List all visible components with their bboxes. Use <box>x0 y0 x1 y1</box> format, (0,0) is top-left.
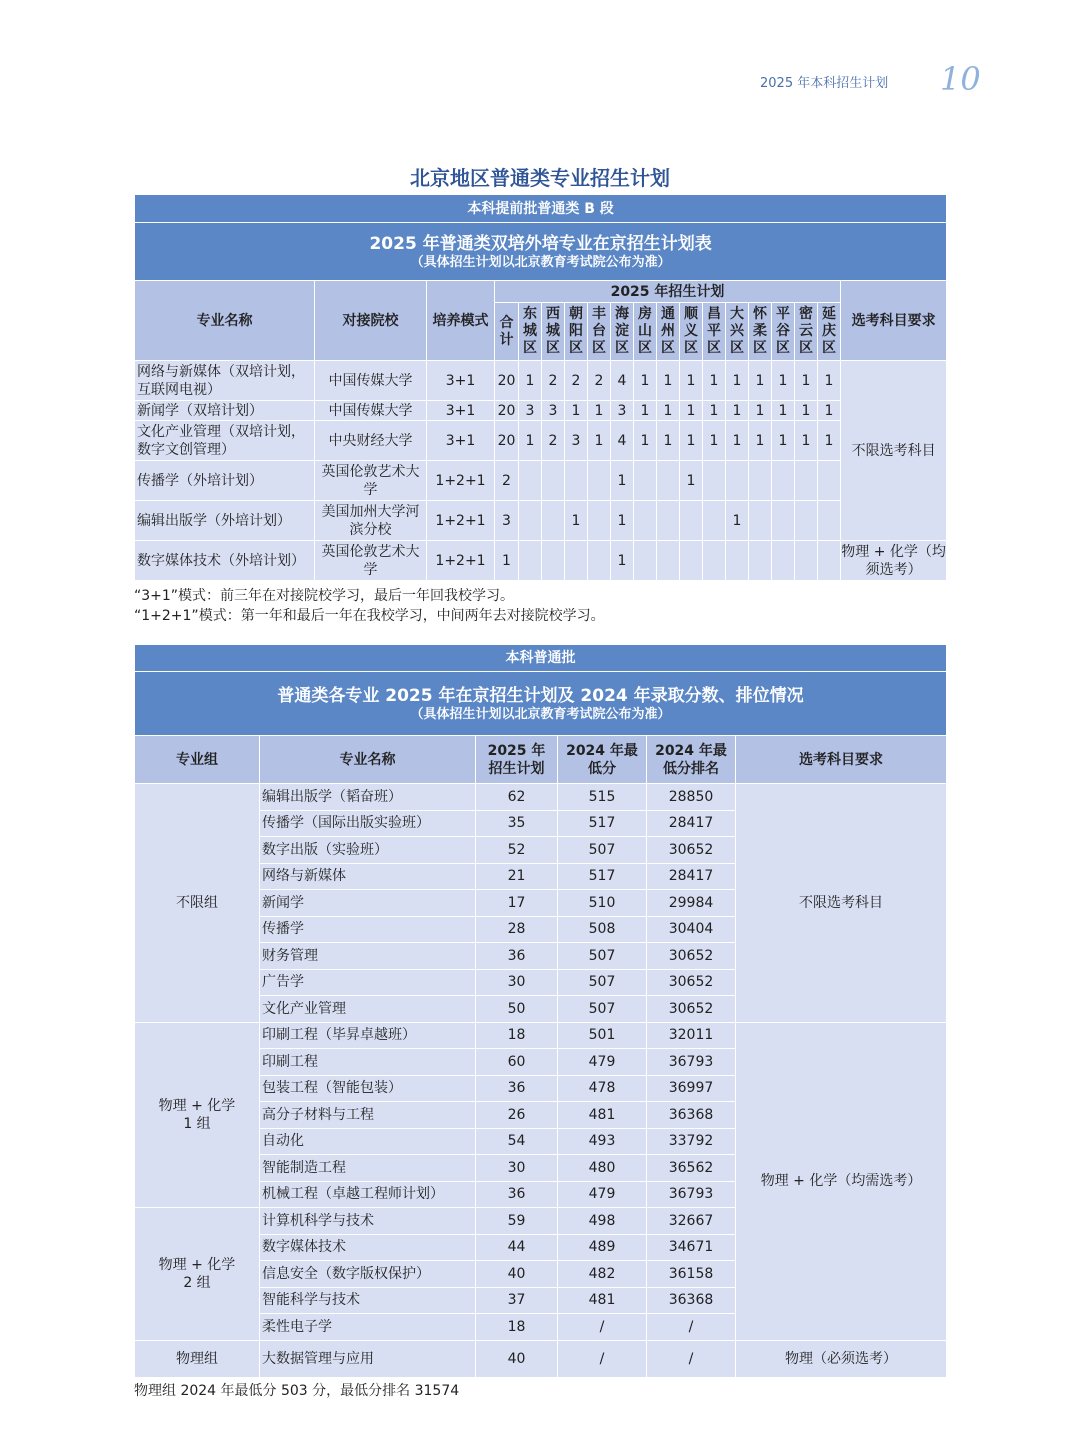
district-count: 1 <box>749 401 772 421</box>
district-count: 1 <box>749 361 772 401</box>
plan-count: 36 <box>476 943 558 970</box>
min-rank: 36793 <box>647 1181 736 1208</box>
district-count: 1 <box>657 361 680 401</box>
district-count <box>542 461 565 501</box>
district-count <box>542 501 565 541</box>
training-mode: 1+2+1 <box>427 541 495 581</box>
district-count <box>749 461 772 501</box>
min-score: 480 <box>558 1155 647 1182</box>
district-count: 1 <box>818 421 841 461</box>
district-count: 1 <box>611 541 634 581</box>
major-name: 大数据管理与应用 <box>260 1340 476 1377</box>
district-count: 1 <box>680 361 703 401</box>
table1-title: 2025 年普通类双培外培专业在京招生计划表 <box>369 233 712 254</box>
training-mode: 3+1 <box>427 361 495 401</box>
major-name: 自动化 <box>260 1128 476 1155</box>
min-rank: 30652 <box>647 996 736 1023</box>
district-count: 1 <box>657 421 680 461</box>
min-rank: 36368 <box>647 1287 736 1314</box>
plan-count: 62 <box>476 784 558 811</box>
district-count <box>657 501 680 541</box>
major-name: 传播学（外培计划） <box>135 461 315 501</box>
district-count: 1 <box>634 361 657 401</box>
district-count <box>795 501 818 541</box>
major-name: 智能科学与技术 <box>260 1287 476 1314</box>
th-district: 密云区 <box>795 303 818 361</box>
plan-count: 36 <box>476 1181 558 1208</box>
th-major: 专业名称 <box>135 281 315 361</box>
min-score: 517 <box>558 810 647 837</box>
plan-count: 30 <box>476 969 558 996</box>
district-count <box>818 461 841 501</box>
training-mode: 1+2+1 <box>427 501 495 541</box>
th-district: 延庆区 <box>818 303 841 361</box>
plan-count: 54 <box>476 1128 558 1155</box>
district-count: 1 <box>795 401 818 421</box>
district-count <box>634 461 657 501</box>
group-name: 物理 + 化学 1 组 <box>135 1022 260 1208</box>
min-score: 493 <box>558 1128 647 1155</box>
district-count: 1 <box>818 361 841 401</box>
min-rank: / <box>647 1340 736 1377</box>
district-count: 1 <box>588 401 611 421</box>
min-rank: 30652 <box>647 943 736 970</box>
min-score: 517 <box>558 863 647 890</box>
th-major-2: 专业名称 <box>260 736 476 784</box>
th-district: 大兴区 <box>726 303 749 361</box>
subject-requirement: 不限选考科目 <box>736 784 947 1023</box>
th-district: 海淀区 <box>611 303 634 361</box>
min-rank: 34671 <box>647 1234 736 1261</box>
th-school: 对接院校 <box>315 281 427 361</box>
min-score: 489 <box>558 1234 647 1261</box>
min-rank: 32667 <box>647 1208 736 1235</box>
district-count: 1 <box>611 461 634 501</box>
district-count: 1 <box>634 401 657 421</box>
plan-total: 20 <box>495 421 519 461</box>
min-score: 510 <box>558 890 647 917</box>
min-score: / <box>558 1314 647 1341</box>
min-rank: 30652 <box>647 837 736 864</box>
district-count: 1 <box>634 421 657 461</box>
th-district: 丰台区 <box>588 303 611 361</box>
table-double-training-plan <box>134 194 947 581</box>
district-count <box>542 541 565 581</box>
training-mode: 1+2+1 <box>427 461 495 501</box>
th-subject: 选考科目要求 <box>841 281 947 361</box>
major-name: 传播学 <box>260 916 476 943</box>
district-count <box>588 541 611 581</box>
district-count <box>795 461 818 501</box>
district-count: 1 <box>726 501 749 541</box>
min-score: 479 <box>558 1181 647 1208</box>
major-name: 新闻学（双培计划） <box>135 401 315 421</box>
min-score: 478 <box>558 1075 647 1102</box>
min-score: 501 <box>558 1022 647 1049</box>
table-row <box>135 421 947 461</box>
major-name: 网络与新媒体 <box>260 863 476 890</box>
district-count: 1 <box>519 421 542 461</box>
district-count <box>726 541 749 581</box>
district-count <box>634 501 657 541</box>
table-row <box>135 461 947 501</box>
min-rank: 29984 <box>647 890 736 917</box>
min-rank: 32011 <box>647 1022 736 1049</box>
plan-count: 17 <box>476 890 558 917</box>
subject-requirement: 不限选考科目 <box>841 361 947 541</box>
plan-count: 26 <box>476 1102 558 1129</box>
th-group: 专业组 <box>135 736 260 784</box>
plan-count: 18 <box>476 1022 558 1049</box>
major-name: 数字媒体技术（外培计划） <box>135 541 315 581</box>
subject-requirement: 物理 + 化学（均须选考） <box>841 541 947 581</box>
district-count: 1 <box>726 361 749 401</box>
th-district: 东城区 <box>519 303 542 361</box>
district-count <box>657 461 680 501</box>
major-name: 编辑出版学（外培计划） <box>135 501 315 541</box>
district-count <box>519 501 542 541</box>
district-count: 1 <box>795 361 818 401</box>
plan-count: 50 <box>476 996 558 1023</box>
group-name: 物理组 <box>135 1340 260 1377</box>
table-row <box>135 541 947 581</box>
th-score: 2024 年最低分 <box>558 736 647 784</box>
min-score: 507 <box>558 837 647 864</box>
major-name: 数字出版（实验班） <box>260 837 476 864</box>
district-count: 1 <box>519 361 542 401</box>
table1-subtitle: （具体招生计划以北京教育考试院公布为准） <box>410 254 671 270</box>
note-1plus2plus1: “1+2+1”模式：第一年和最后一年在我校学习，中间两年去对接院校学习。 <box>134 608 605 624</box>
district-count: 1 <box>703 421 726 461</box>
plan-total: 20 <box>495 401 519 421</box>
plan-count: 35 <box>476 810 558 837</box>
subject-requirement: 物理（必须选考） <box>736 1340 947 1377</box>
partner-school: 英国伦敦艺术大学 <box>315 541 427 581</box>
district-count <box>749 541 772 581</box>
district-count: 1 <box>726 401 749 421</box>
min-score: 507 <box>558 969 647 996</box>
table1-band: 本科提前批普通类 B 段 <box>135 195 947 223</box>
district-count: 1 <box>772 361 795 401</box>
plan-total: 1 <box>495 541 519 581</box>
th-district: 昌平区 <box>703 303 726 361</box>
subject-requirement: 物理 + 化学（均需选考） <box>736 1022 947 1340</box>
district-count <box>772 501 795 541</box>
plan-count: 59 <box>476 1208 558 1235</box>
district-count: 1 <box>795 421 818 461</box>
table-row <box>135 784 947 811</box>
table-row <box>135 501 947 541</box>
district-count <box>657 541 680 581</box>
major-name: 信息安全（数字版权保护） <box>260 1261 476 1288</box>
table-row <box>135 361 947 401</box>
major-name: 包装工程（智能包装） <box>260 1075 476 1102</box>
district-count: 3 <box>519 401 542 421</box>
min-rank: 28850 <box>647 784 736 811</box>
district-count: 2 <box>542 421 565 461</box>
table-row <box>135 1340 947 1377</box>
min-rank: 36158 <box>647 1261 736 1288</box>
table2-subtitle: （具体招生计划以北京教育考试院公布为准） <box>410 706 671 722</box>
partner-school: 美国加州大学河滨分校 <box>315 501 427 541</box>
district-count <box>680 541 703 581</box>
table-row <box>135 401 947 421</box>
th-subject-2: 选考科目要求 <box>736 736 947 784</box>
note-physics-group: 物理组 2024 年最低分 503 分，最低分排名 31574 <box>134 1383 460 1399</box>
table-row <box>135 1022 947 1049</box>
table-general-admission <box>134 644 947 1378</box>
major-name: 机械工程（卓越工程师计划） <box>260 1181 476 1208</box>
major-name: 文化产业管理（双培计划，数字文创管理） <box>135 421 315 461</box>
th-total: 合计 <box>495 303 519 361</box>
district-count <box>565 461 588 501</box>
district-count <box>703 501 726 541</box>
district-count: 1 <box>772 401 795 421</box>
table2-title-cell <box>135 672 947 736</box>
plan-count: 44 <box>476 1234 558 1261</box>
plan-total: 2 <box>495 461 519 501</box>
th-district: 通州区 <box>657 303 680 361</box>
district-count <box>565 541 588 581</box>
district-count <box>726 461 749 501</box>
district-count <box>519 461 542 501</box>
district-count <box>680 501 703 541</box>
district-count: 1 <box>726 421 749 461</box>
min-rank: 28417 <box>647 863 736 890</box>
major-name: 编辑出版学（韬奋班） <box>260 784 476 811</box>
note-3plus1: “3+1”模式：前三年在对接院校学习，最后一年回我校学习。 <box>134 588 515 604</box>
th-plan-2: 2025 年招生计划 <box>476 736 558 784</box>
min-score: 507 <box>558 943 647 970</box>
page-number: 10 <box>940 60 981 98</box>
th-rank: 2024 年最低分排名 <box>647 736 736 784</box>
district-count <box>772 541 795 581</box>
min-rank: 36997 <box>647 1075 736 1102</box>
major-name: 数字媒体技术 <box>260 1234 476 1261</box>
training-mode: 3+1 <box>427 421 495 461</box>
district-count: 1 <box>680 401 703 421</box>
min-score: 482 <box>558 1261 647 1288</box>
district-count <box>772 461 795 501</box>
plan-count: 28 <box>476 916 558 943</box>
table1-title-cell <box>135 223 947 281</box>
major-name: 高分子材料与工程 <box>260 1102 476 1129</box>
min-score: 479 <box>558 1049 647 1076</box>
partner-school: 中国传媒大学 <box>315 401 427 421</box>
district-count: 1 <box>772 421 795 461</box>
district-count: 2 <box>565 361 588 401</box>
major-name: 传播学（国际出版实验班） <box>260 810 476 837</box>
plan-total: 20 <box>495 361 519 401</box>
table2-title: 普通类各专业 2025 年在京招生计划及 2024 年录取分数、排位情况 <box>277 685 804 706</box>
plan-count: 21 <box>476 863 558 890</box>
plan-count: 40 <box>476 1261 558 1288</box>
district-count <box>703 461 726 501</box>
district-count: 1 <box>818 401 841 421</box>
district-count: 3 <box>542 401 565 421</box>
th-district: 怀柔区 <box>749 303 772 361</box>
plan-count: 36 <box>476 1075 558 1102</box>
district-count: 1 <box>703 401 726 421</box>
min-score: 507 <box>558 996 647 1023</box>
plan-total: 3 <box>495 501 519 541</box>
district-count: 3 <box>565 421 588 461</box>
min-rank: / <box>647 1314 736 1341</box>
district-count <box>703 541 726 581</box>
min-rank: 30652 <box>647 969 736 996</box>
district-count: 1 <box>680 461 703 501</box>
min-score: 498 <box>558 1208 647 1235</box>
group-name: 不限组 <box>135 784 260 1023</box>
district-count <box>795 541 818 581</box>
plan-count: 40 <box>476 1340 558 1377</box>
major-name: 计算机科学与技术 <box>260 1208 476 1235</box>
min-score: / <box>558 1340 647 1377</box>
min-rank: 30404 <box>647 916 736 943</box>
partner-school: 英国伦敦艺术大学 <box>315 461 427 501</box>
district-count: 1 <box>565 401 588 421</box>
plan-count: 52 <box>476 837 558 864</box>
min-rank: 36793 <box>647 1049 736 1076</box>
plan-count: 18 <box>476 1314 558 1341</box>
plan-count: 60 <box>476 1049 558 1076</box>
district-count <box>749 501 772 541</box>
district-count: 2 <box>588 361 611 401</box>
min-rank: 36368 <box>647 1102 736 1129</box>
major-name: 财务管理 <box>260 943 476 970</box>
group-name: 物理 + 化学 2 组 <box>135 1208 260 1341</box>
district-count <box>588 501 611 541</box>
district-count: 2 <box>542 361 565 401</box>
major-name: 智能制造工程 <box>260 1155 476 1182</box>
th-mode: 培养模式 <box>427 281 495 361</box>
partner-school: 中国传媒大学 <box>315 361 427 401</box>
district-count: 4 <box>611 361 634 401</box>
major-name: 文化产业管理 <box>260 996 476 1023</box>
header-text: 2025 年本科招生计划 <box>760 76 889 91</box>
district-count: 1 <box>657 401 680 421</box>
district-count: 1 <box>703 361 726 401</box>
district-count <box>634 541 657 581</box>
district-count <box>818 541 841 581</box>
plan-count: 30 <box>476 1155 558 1182</box>
th-district: 平谷区 <box>772 303 795 361</box>
th-district: 房山区 <box>634 303 657 361</box>
major-name: 柔性电子学 <box>260 1314 476 1341</box>
min-score: 481 <box>558 1287 647 1314</box>
major-name: 网络与新媒体（双培计划，互联网电视） <box>135 361 315 401</box>
plan-count: 37 <box>476 1287 558 1314</box>
th-plan: 2025 年招生计划 <box>495 281 841 303</box>
min-rank: 33792 <box>647 1128 736 1155</box>
th-district: 朝阳区 <box>565 303 588 361</box>
district-count: 3 <box>611 401 634 421</box>
major-name: 印刷工程（毕昇卓越班） <box>260 1022 476 1049</box>
partner-school: 中央财经大学 <box>315 421 427 461</box>
district-count: 1 <box>611 501 634 541</box>
min-score: 515 <box>558 784 647 811</box>
major-name: 广告学 <box>260 969 476 996</box>
district-count: 4 <box>611 421 634 461</box>
district-count <box>519 541 542 581</box>
district-count: 1 <box>749 421 772 461</box>
major-name: 印刷工程 <box>260 1049 476 1076</box>
th-district: 西城区 <box>542 303 565 361</box>
district-count: 1 <box>680 421 703 461</box>
min-score: 481 <box>558 1102 647 1129</box>
district-count: 1 <box>588 421 611 461</box>
major-name: 新闻学 <box>260 890 476 917</box>
min-score: 508 <box>558 916 647 943</box>
min-rank: 28417 <box>647 810 736 837</box>
district-count <box>588 461 611 501</box>
training-mode: 3+1 <box>427 401 495 421</box>
district-count: 1 <box>565 501 588 541</box>
table2-band: 本科普通批 <box>135 645 947 672</box>
th-district: 顺义区 <box>680 303 703 361</box>
district-count <box>818 501 841 541</box>
min-rank: 36562 <box>647 1155 736 1182</box>
section-title: 北京地区普通类专业招生计划 <box>410 166 670 190</box>
